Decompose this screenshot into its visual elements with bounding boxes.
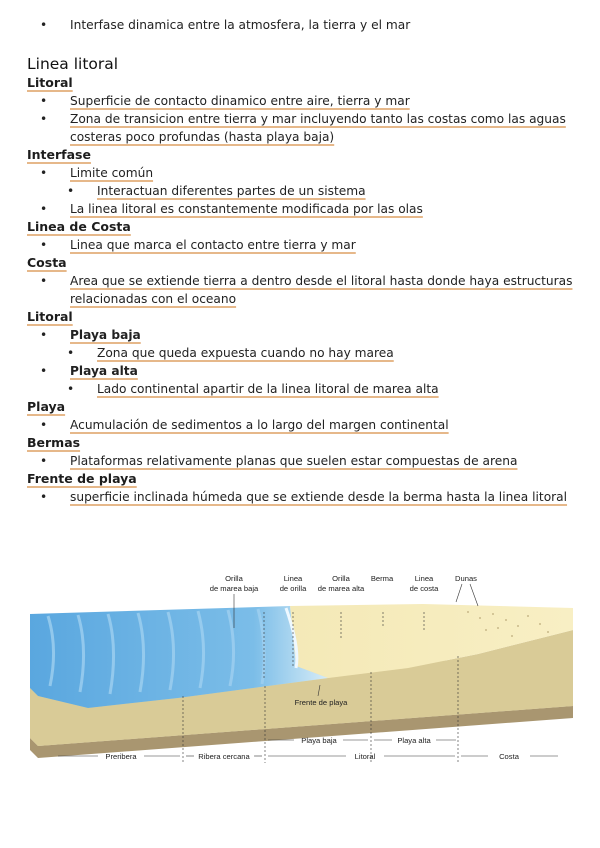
bullet: • [40,454,48,468]
label-berma: Berma [370,574,394,583]
playa-alta-item: Playa alta [70,364,138,378]
bullet: • [40,328,48,342]
label-frente-playa: Frente de playa [294,698,348,707]
label-dunas: Dunas [455,574,477,583]
label-orilla-marea-alta-1: Orilla [332,574,350,583]
litoral-item-2: Zona de transicion entre tierra y mar incluyendo tanto las costas como las aguas [70,112,566,126]
label-litoral: Litoral [354,752,376,761]
interfase-subitem: Interactuan diferentes partes de un sistema [97,184,366,198]
label-linea-orilla-1: Linea [283,574,303,583]
bermas-item: Plataformas relativamente planas que suelen estar compuestas de arena [70,454,518,468]
playa-alta-subitem: Lado continental apartir de la linea litoral de marea alta [97,382,439,396]
costa-item: Area que se extiende tierra a dentro desde el litoral hasta donde haya estructuras [70,274,573,288]
bullet: • [40,94,48,108]
playa-baja-item: Playa baja [70,328,141,342]
playa-baja-subitem: Zona que queda expuesta cuando no hay marea [97,346,394,360]
litoral-item-1: Superficie de contacto dinamico entre aire, tierra y mar [70,94,410,108]
frente-playa-item: superficie inclinada húmeda que se extiende desde la berma hasta la linea litoral [70,490,568,504]
label-linea-orilla-2: de orilla [279,584,307,593]
label-orilla-marea-baja-1: Orilla [225,574,243,583]
heading-bermas: Bermas [27,435,81,450]
bullet: • [40,18,48,32]
bullet: • [40,166,48,180]
bullet: • [40,418,48,432]
bullet: • [40,202,48,216]
linea-costa-item: Linea que marca el contacto entre tierra y mar [70,238,356,252]
bullet: • [67,184,75,198]
bullet: • [40,490,48,504]
bullet: • [40,112,48,126]
label-preribera: Preribera [105,752,137,761]
label-ribera-cercana: Ribera cercana [198,752,250,761]
bullet: • [67,346,75,360]
label-costa: Costa [499,752,519,761]
costa-item-cont: relacionadas con el oceano [70,292,237,306]
heading-litoral: Litoral [27,75,73,90]
section-title: Linea litoral [27,55,119,73]
heading-litoral-2: Litoral [27,309,73,324]
heading-interfase: Interfase [27,147,91,162]
label-playa-alta: Playa alta [397,736,431,745]
heading-linea-costa: Linea de Costa [27,219,131,234]
interfase-item-2: La linea litoral es constantemente modificada por las olas [70,202,423,216]
heading-playa: Playa [27,399,66,414]
bullet: • [67,382,75,396]
heading-frente-playa: Frente de playa [27,471,137,486]
heading-costa: Costa [27,255,67,270]
interfase-item-1: Limite común [70,166,154,180]
bullet: • [40,364,48,378]
litoral-item-2-cont: costeras poco profundas (hasta playa baja) [70,130,335,144]
label-orilla-marea-baja-2: de marea baja [209,584,259,593]
label-linea-costa-2: de costa [409,584,439,593]
label-orilla-marea-alta-2: de marea alta [317,584,365,593]
label-playa-baja: Playa baja [301,736,337,745]
playa-item: Acumulación de sedimentos a lo largo del margen continental [70,418,449,432]
intro-text: Interfase dinamica entre la atmosfera, la tierra y el mar [70,18,411,32]
label-linea-costa-1: Linea [414,574,434,583]
bullet: • [40,238,48,252]
coastal-profile-diagram [28,568,576,773]
bullet: • [40,274,48,288]
